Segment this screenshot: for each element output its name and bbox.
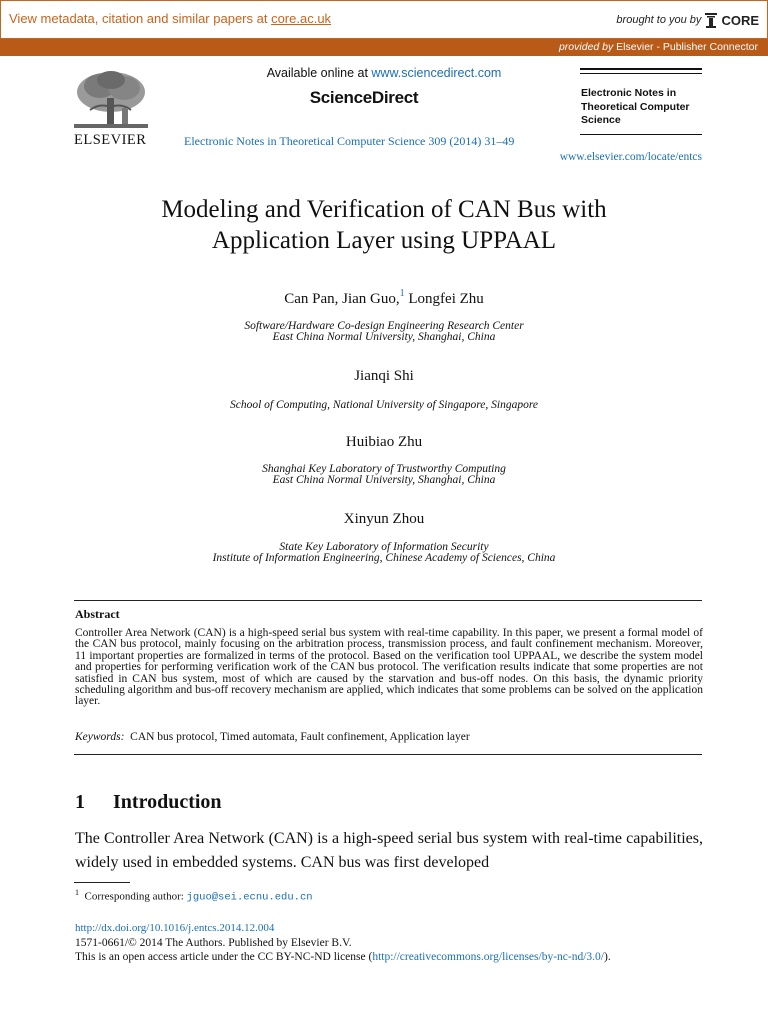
- core-ac-uk-link[interactable]: core.ac.uk: [271, 11, 332, 26]
- footnote-marker[interactable]: 1: [399, 288, 405, 299]
- affiliation: State Key Laboratory of Information Security Institute of Information Engineering, Chinese Academy of Sciences, China: [212, 541, 556, 564]
- author-line: Jianqi Shi: [354, 368, 414, 384]
- section-title: Introduction: [113, 791, 222, 813]
- author-line: Huibiao Zhu: [345, 434, 423, 450]
- core-brought-by[interactable]: brought to you by CORE: [616, 12, 759, 28]
- doi-link[interactable]: http://dx.doi.org/10.1016/j.entcs.2014.12.004: [75, 922, 275, 934]
- footnote-number: 1: [75, 888, 79, 897]
- core-logo-icon: [705, 12, 717, 28]
- license-notice: This is an open access article under the CC BY-NC-ND license (http://creativecommons.org/licenses/by-nc-nd/3.0/).: [75, 951, 611, 963]
- section-number: 1: [75, 791, 85, 813]
- author-line: Can Pan, Jian Guo,$^1$ Longfei Zhu: [284, 288, 484, 307]
- keywords-label: Keywords:: [75, 731, 125, 743]
- journal-box-rule: [580, 68, 702, 70]
- core-banner: [0, 0, 768, 56]
- affiliation: School of Computing, National University of Singapore, Singapore: [229, 399, 539, 411]
- journal-box-title: Electronic Notes in Theoretical Computer Science: [581, 87, 690, 126]
- elsevier-wordmark: ELSEVIER: [74, 132, 147, 148]
- sciencedirect-link[interactable]: www.sciencedirect.com: [371, 66, 502, 80]
- abstract-body: Controller Area Network (CAN) is a high-speed serial bus system with real-time capability. In this paper, we present a formal model of the CAN bus protocol, mainly focusing on the arbitration process, transmission process, and fault confinement mechanism. Moreover, 11 important properties are formalized in terms of the protocol. Based on the verification tool UPPAAL, we describe the system model and properties for performing verification work of the CAN bus protocol. The verification results indicate that some properties are not satisfied in CAN bus system, most of which are caused by the starvation and bus-off nodes. On this basis, the dynamic priority scheduling algorithm and bus-off recovery mechanism are applied, which indicates that some problems can be solved on the application layer.: [75, 627, 703, 708]
- available-online: Available online at www.sciencedirect.com: [266, 66, 502, 80]
- core-metadata-link[interactable]: View metadata, citation and similar papers at core.ac.uk: [9, 11, 332, 26]
- author-line: Xinyun Zhou: [343, 511, 425, 527]
- journal-box-rule: [580, 73, 702, 74]
- core-provider-bar: [0, 39, 768, 56]
- footnote: $^1$ Corresponding author: jguo@sei.ecnu.edu.cn: [75, 888, 313, 904]
- paper-title: Modeling and Verification of CAN Bus with Application Layer using UPPAAL: [161, 196, 607, 254]
- issn-copyright: 1571-0661/© 2014 The Authors. Published by Elsevier B.V.: [75, 937, 352, 949]
- abstract-top-rule: [74, 600, 702, 601]
- keywords-list: CAN bus protocol, Timed automata, Fault confinement, Application layer: [130, 731, 470, 743]
- sciencedirect-logo: ScienceDirect: [309, 88, 419, 107]
- keywords: [75, 731, 470, 743]
- footnote-rule: [74, 882, 130, 883]
- journal-url-link[interactable]: www.elsevier.com/locate/entcs: [559, 151, 702, 163]
- core-banner-top: [0, 0, 768, 39]
- journal-reference-link[interactable]: Electronic Notes in Theoretical Computer Science 309 (2014) 31–49: [184, 134, 515, 148]
- core-label: CORE: [721, 12, 759, 28]
- affiliation: Software/Hardware Co-design Engineering Research Center East China Normal University, Shanghai, China: [244, 320, 524, 343]
- section-heading: [75, 791, 222, 814]
- abstract-bottom-rule: [74, 754, 702, 755]
- journal-box-rule: [580, 134, 702, 135]
- affiliation: Shanghai Key Laboratory of Trustworthy Computing East China Normal University, Shanghai, China: [262, 463, 506, 486]
- author-email-link[interactable]: jguo@sei.ecnu.edu.cn: [186, 891, 313, 904]
- core-provided-by[interactable]: provided by Elsevier - Publisher Connector: [558, 41, 758, 53]
- license-link[interactable]: http://creativecommons.org/licenses/by-nc-nd/3.0/: [372, 951, 604, 963]
- introduction-paragraph: The Controller Area Network (CAN) is a high-speed serial bus system with real-time capabilities, widely used in embedded systems. CAN bus was first developed: [75, 830, 703, 871]
- abstract-heading: Abstract: [75, 607, 120, 621]
